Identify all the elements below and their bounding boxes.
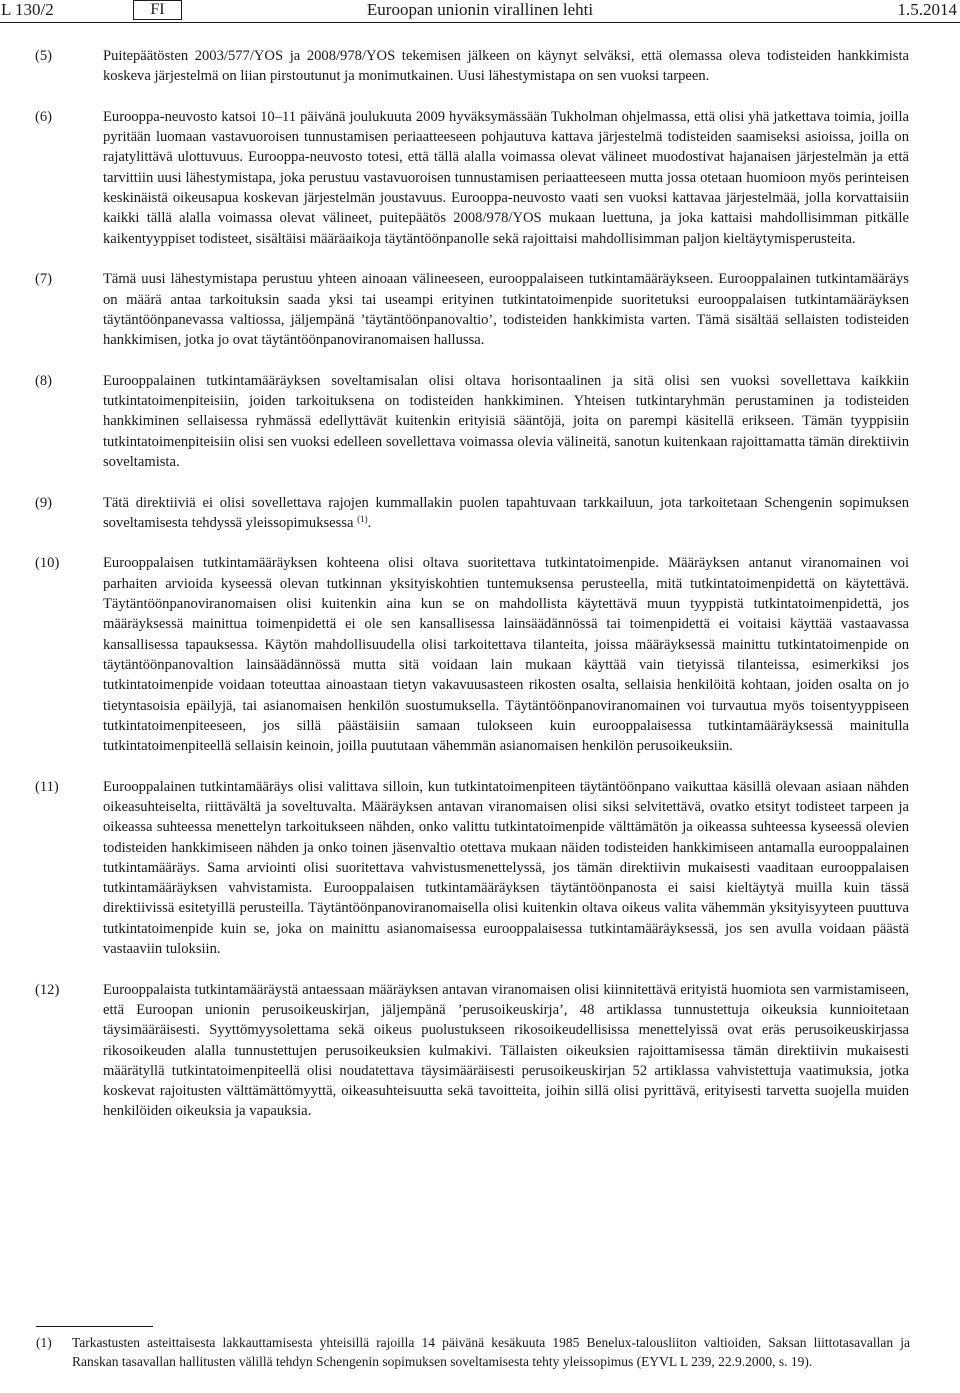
recital-9 — [0, 493, 960, 534]
recital-text: Eurooppa-neuvosto katsoi 10–11 päivänä joulukuuta 2009 hyväksymässään Tukholman ohjelmassa, että olisi yhä jatkettava toimia, joilla pyritään luomaan vastavuoroisen tunnustamisen periaatteeseen pohjautuva kattava järjestelmä todisteiden saamiseksi asioissa, joilla on rajatylittävä ulottuvuus. Eurooppa-neuvosto totesi, että tällä alalla voimassa olevat välineet muodostivat hajanaisen järjestelmän ja että tarvittiin uusi lähestymistapa, joka perustuu vastavuoroisen tunnustamisen periaatteeseen mutta jossa otetaan huomioon myös perinteisen keskinäistä oikeusapua koskevan järjestelmän joustavuus. Eurooppa-neuvosto vaati sen vuoksi kattavaa järjestelmää, jolla korvattaisiin kaikki tällä alalla voimassa olevat välineet, puitepäätös 2008/978/YOS mukaan luettuna, ja joka kattaisi mahdollisimman pitkälle kaikentyyppiset todisteet, sisältäisi määräaikoja täytäntöönpanolle sekä rajoittaisi mahdollisimman paljon kieltäytymisperusteita. — [103, 108, 909, 247]
footnote-reference[interactable]: (1) — [357, 513, 368, 524]
recital-12 — [0, 980, 960, 1122]
issue-date: 1.5.2014 — [897, 0, 957, 19]
recital-text-tail: . — [367, 514, 372, 531]
recital-number: (12) — [35, 981, 60, 998]
recital-number: (7) — [35, 271, 53, 288]
recitals — [0, 46, 960, 1142]
recital-5 — [0, 46, 960, 87]
recital-7 — [0, 269, 960, 350]
language-label: FI — [133, 0, 182, 20]
recital-11 — [0, 777, 960, 960]
footnote-mark: (1) — [36, 1335, 52, 1350]
page-code: L 130/2 — [1, 0, 54, 19]
recital-text: Tämä uusi lähestymistapa perustuu yhteen ainoaan välineeseen, eurooppalaiseen tutkintamääräykseen. Eurooppalainen tutkintamääräys on määrä antaa tarkoituksin saada yksi tai useampi erityinen tutkintatoimenpide suoritetuksi eurooppalaisen tutkintamääräyksen täytäntöönpanevassa valtiossa, jäljempänä ’täytäntöönpanovaltio’, todisteiden hankkimista varten. Tämä sisältää sellaisten todisteiden hankkimisen, jotka jo ovat täytäntöönpanoviranomaisen hallussa. — [103, 271, 909, 349]
footnote-text: Tarkastusten asteittaisesta lakkauttamisesta yhteisillä rajoilla 14 päivänä kesäkuuta 1985 Benelux-talousliiton valtioiden, Saksan liittotasavallan ja Ranskan tasavallan hallitusten välillä tehdyn Schengenin sopimuksen soveltamisesta tehty yleissopimus (EYVL L 239, 22.9.2000, s. 19). — [72, 1335, 910, 1369]
footnote-separator — [36, 1326, 153, 1327]
recital-number: (6) — [35, 108, 53, 125]
page-header — [0, 0, 960, 24]
recital-text: Tätä direktiiviä ei olisi sovellettava rajojen kummallakin puolen tapahtuvaan tarkkailuun, jota tarkoitetaan Schengenin sopimuksen soveltamisesta tehdyssä yleissopimuksessa — [103, 494, 909, 531]
recital-number: (9) — [35, 494, 53, 511]
recital-number: (10) — [35, 555, 60, 572]
recital-8 — [0, 371, 960, 472]
recital-number: (11) — [35, 778, 59, 795]
recital-text: Eurooppalaista tutkintamääräystä antaessaan määräyksen antavan viranomaisen olisi kiinnitettävä erityistä huomiota sen varmistamiseen, että Euroopan unionin perusoikeuskirjan, jäljempänä ’perusoikeuskirja’, 48 artiklassa tunnustettuja oikeuksia kunnioitetaan täysimääräisesti. Syyttömyysolettama sekä oikeus puolustukseen rikosoikeudellisissa menettelyissä ovat eräs perusoikeuskirjassa rikosoikeuden alalla tunnustettujen perusoikeuksien kulmakivi. Tällaisten oikeuksien rajoittamisessa tämän direktiivin mukaisesti määrätyllä tutkintatoimenpiteellä olisi noudatettava täysimääräisesti perusoikeuskirjan 52 artiklassa vahvistettuja vaatimuksia, jotka koskevat rajoitusten välttämättömyyttä, oikeasuhteisuutta sekä tavoitteita, joihin sillä olisi pyrittävä, erityisesti tarvetta suojella muiden henkilöiden oikeuksia ja vapauksia. — [103, 981, 909, 1120]
recital-text: Eurooppalainen tutkintamääräys olisi valittava silloin, kun tutkintatoimenpiteen täytäntöönpano vaikuttaa käsillä olevaan asiaan nähden oikeasuhteiselta, riittävältä ja soveltuvalta. Määräyksen antavan viranomaisen olisi siksi selvitettävä, ovatko etsityt todisteet tarpeen ja oikeassa suhteessa menettelyn tarkoitukseen nähden, onko valittu tutkintatoimenpide välttämätön ja oikeassa suhteessa kyseessä olevien todisteiden hankkimiseen nähden ja onko toinen jäsenvaltio otettava mukaan näiden todisteiden hankkimiseen antamalla eurooppalainen tutkintamääräys. Sama arviointi olisi suoritettava vahvistusmenettelyssä, jos tämän direktiivin mukaisesti vaaditaan eurooppalaisen tutkintamääräyksen vahvistamista. Eurooppalaisen tutkintamääräyksen täytäntöönpanosta ei saisi kieltäytyä muilla kuin tässä direktiivissä esitetyillä perusteilla. Täytäntöönpanoviranomaisella olisi kuitenkin oltava oikeus valita vähemmän yksityisyyteen puuttuva tutkintatoimenpide kuin se, joka on mainittu asianomaisessa eurooppalaisessa tutkintamääräyksessä, jos sen avulla voidaan päästä vastaaviin tuloksiin. — [103, 778, 909, 958]
footnote — [36, 1334, 910, 1371]
header-rule — [0, 22, 960, 23]
recital-text: Eurooppalainen tutkintamääräyksen soveltamisalan olisi oltava horisontaalinen ja sitä olisi sen vuoksi sovellettava kaikkiin tutkintatoimenpiteisiin, joiden tarkoituksena on todisteiden hankkiminen. Yhteisen tutkintaryhmän perustaminen ja todisteiden hankkiminen sellaisessa ryhmässä edellyttävät kuitenkin erityisiä sääntöjä, joita on parempi käsitellä erikseen. Tämän tyyppisiin tutkintatoimenpiteisiin olisi sen vuoksi edelleen sovellettava voimassa olevia välineitä, sanotun kuitenkaan rajoittamatta tämän direktiivin soveltamista. — [103, 372, 909, 470]
recital-number: (8) — [35, 372, 53, 389]
recital-10 — [0, 553, 960, 756]
recital-text: Eurooppalaisen tutkintamääräyksen kohteena olisi oltava suoritettava tutkintatoimenpide. Määräyksen antanut viranomainen voi parhaiten arvioida kyseessä olevan tutkinnan yksityiskohtien tuntemuksensa perusteella, mitä tutkintatoimenpidettä on käytettävä. Täytäntöönpanoviranomaisen olisi kuitenkin aina kun se on mahdollista käytettävä muun tyyppistä tutkintatoimenpidettä, jos määräyksessä mainittua toimenpidettä ei ole sen kansallisessa lainsäädännössä tai toimenpidettä ei voitaisi käyttää vastaavassa kansallisessa tapauksessa. Käytön mahdollisuudella olisi tarkoitettava tilanteita, joissa määräyksessä mainittu tutkintatoimenpide on täytäntöönpanovaltion lainsäädännössä mutta sitä voidaan lain mukaan käyttää vain tietyissä tilanteissa, esimerkiksi jos tutkintatoimenpide voidaan toteuttaa ainoastaan tietyn vakavuusasteen rikosten osalta, sellaisia henkilöitä kohtaan, joiden osalta on jo tietyntasoisia epäilyjä, tai asianomaisen henkilön suostumuksella. Täytäntöönpanoviranomainen voi turvautua myös toisentyyppiseen tutkintatoimenpiteeseen, jos sillä päästäisiin samaan tulokseen kuin eurooppalaisessa tutkintamääräyksessä mainitulla tutkintatoimenpiteellä sellaisin keinoin, joilla puututaan vähemmän asianomaisen henkilön perusoikeuksiin. — [103, 555, 909, 755]
recital-number: (5) — [35, 48, 53, 64]
recital-text: Puitepäätösten 2003/577/YOS ja 2008/978/YOS tekemisen jälkeen on käynyt selväksi, että olemassa oleva todisteiden hankkimista koskeva järjestelmä on liian pirstoutunut ja monimutkainen. Uusi lähestymistapa on sen vuoksi tarpeen. — [103, 48, 909, 85]
recital-text-container — [103, 493, 909, 534]
journal-title: Euroopan unionin virallinen lehti — [366, 0, 594, 19]
recital-6 — [0, 107, 960, 249]
